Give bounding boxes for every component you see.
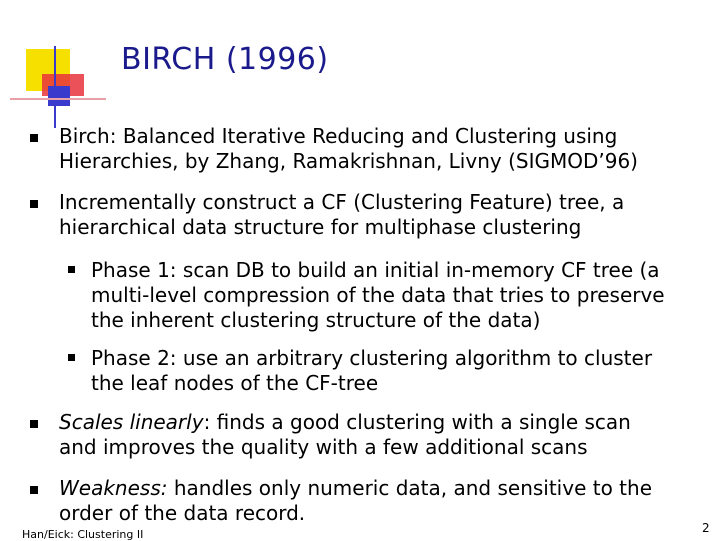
emphasis-text: Weakness: — [59, 476, 168, 500]
decor-vertical-line — [54, 46, 56, 128]
text-line — [59, 476, 652, 501]
sub-bullet-marker — [68, 354, 75, 361]
text-line: order of the data record. — [59, 501, 306, 525]
bullet-text-weakness — [59, 476, 652, 526]
decor-horizontal-line — [10, 98, 106, 100]
slide-footer: Han/Eick: Clustering II — [22, 528, 144, 541]
corner-decoration — [0, 0, 110, 130]
text-line: Hierarchies, by Zhang, Ramakrishnan, Livny (SIGMOD’96) — [59, 149, 638, 173]
slide-title: BIRCH (1996) — [121, 42, 329, 77]
text-line: multi-level compression of the data that tries to preserve — [91, 283, 665, 307]
bullet-text-cf-tree — [59, 190, 624, 240]
page-number: 2 — [702, 521, 710, 535]
text-line: and improves the quality with a few additional scans — [59, 435, 588, 459]
sub-bullet-marker — [68, 266, 75, 273]
text-span: : finds a good clustering with a single scan — [203, 410, 631, 434]
text-line: Incrementally construct a CF (Clustering Feature) tree, a — [59, 190, 625, 214]
bullet-text-phase-2 — [91, 346, 652, 396]
text-line — [59, 410, 631, 435]
text-line: Birch: Balanced Iterative Reducing and Clustering using — [59, 124, 618, 148]
text-line: the leaf nodes of the CF-tree — [91, 371, 379, 395]
text-span: handles only numeric data, and sensitive to the — [167, 476, 652, 500]
bullet-marker — [30, 420, 38, 428]
bullet-marker — [30, 134, 38, 142]
bullet-marker — [30, 200, 38, 208]
text-line: the inherent clustering structure of the data) — [91, 308, 541, 332]
bullet-marker — [30, 486, 38, 494]
text-line: hierarchical data structure for multiphase clustering — [59, 215, 582, 239]
bullet-text-birch — [59, 124, 638, 174]
text-line: Phase 1: scan DB to build an initial in-memory CF tree (a — [91, 258, 660, 282]
bullet-text-scales-linearly — [59, 410, 631, 460]
emphasis-text: Scales linearly — [59, 410, 204, 434]
bullet-text-phase-1 — [91, 258, 665, 333]
decor-blue-square — [48, 86, 70, 106]
text-line: Phase 2: use an arbitrary clustering algorithm to cluster — [91, 346, 653, 370]
